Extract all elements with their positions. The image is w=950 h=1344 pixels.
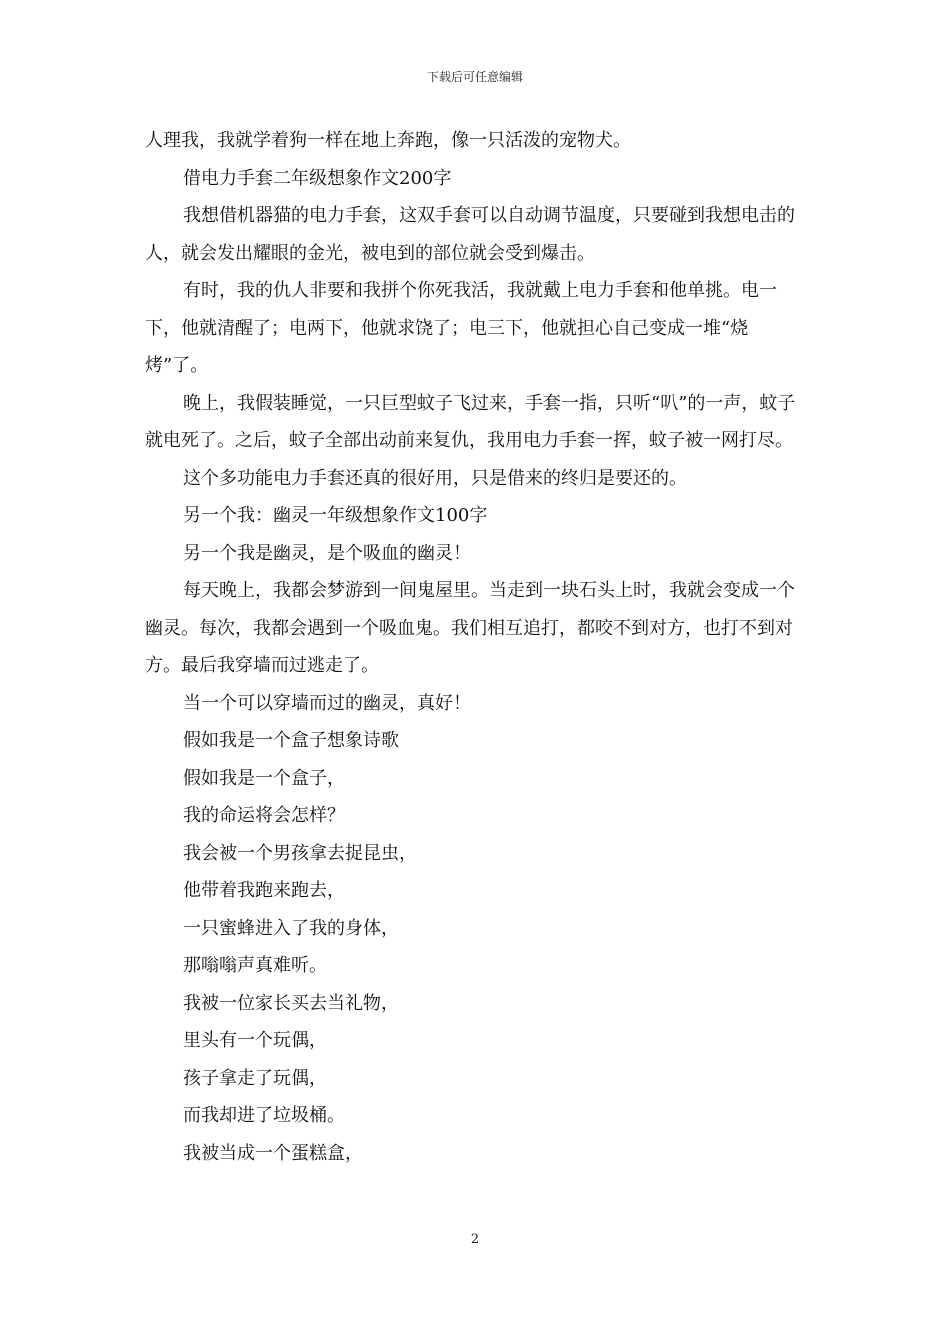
paragraph: 每天晚上，我都会梦游到一间鬼屋里。当走到一块石头上时，我就会变成一个幽灵。每次，我都会遇到一个吸血鬼。我们相互追打，都咬不到对方，也打不到对方。最后我穿墙而过逃走了。: [145, 580, 795, 676]
poem-line: 而我却进了垃圾桶。: [183, 1105, 345, 1126]
essay-title: 另一个我：幽灵一年级想象作文100字: [183, 505, 488, 526]
paragraph: 这个多功能电力手套还真的很好用，只是借来的终归是要还的。: [183, 467, 687, 489]
paragraph: 晚上，我假装睡觉，一只巨型蚊子飞过来，手套一指，只听“叭”的一声，蚊子就电死了。之后，蚊子全部出动前来复仇，我用电力手套一挥，蚊子被一网打尽。: [145, 392, 796, 451]
poem-line: 我的命运将会怎样？: [183, 805, 345, 826]
page-header: 下载后可任意编辑: [426, 70, 523, 84]
poem-line: 孩子拿走了玩偶，: [183, 1067, 327, 1089]
poem-title: 假如我是一个盒子想象诗歌: [183, 730, 399, 751]
poem-line: 那嗡嗡声真难听。: [183, 955, 327, 976]
poem-line: 里头有一个玩偶，: [183, 1030, 327, 1051]
paragraph: 当一个可以穿墙而过的幽灵，真好！: [183, 692, 471, 714]
paragraph: 我想借机器猫的电力手套，这双手套可以自动调节温度，只要碰到我想电击的人，就会发出耀眼的金光，被电到的部位就会受到爆击。: [145, 205, 795, 264]
poem-line: 假如我是一个盒子，: [183, 767, 345, 789]
poem-line: 我被当成一个蛋糕盒，: [183, 1142, 363, 1164]
poem-line: 他带着我跑来跑去，: [183, 880, 345, 901]
poem-line: 我被一位家长买去当礼物，: [183, 992, 399, 1014]
essay-title: 借电力手套二年级想象作文200字: [183, 167, 452, 189]
paragraph: 另一个我是幽灵，是个吸血的幽灵！: [183, 542, 471, 564]
poem-line: 我会被一个男孩拿去捉昆虫，: [183, 842, 417, 864]
poem-line: 一只蜜蜂进入了我的身体，: [183, 917, 399, 939]
paragraph: 人理我，我就学着狗一样在地上奔跑，像一只活泼的宠物犬。: [145, 130, 631, 151]
paragraph: 有时，我的仇人非要和我拼个你死我活，我就戴上电力手套和他单挑。电一下，他就清醒了；电两下，他就求饶了；电三下，他就担心自己变成一堆“烧烤”了。: [145, 280, 777, 376]
body-text: [145, 122, 805, 1172]
page-number: 2: [470, 1232, 480, 1247]
